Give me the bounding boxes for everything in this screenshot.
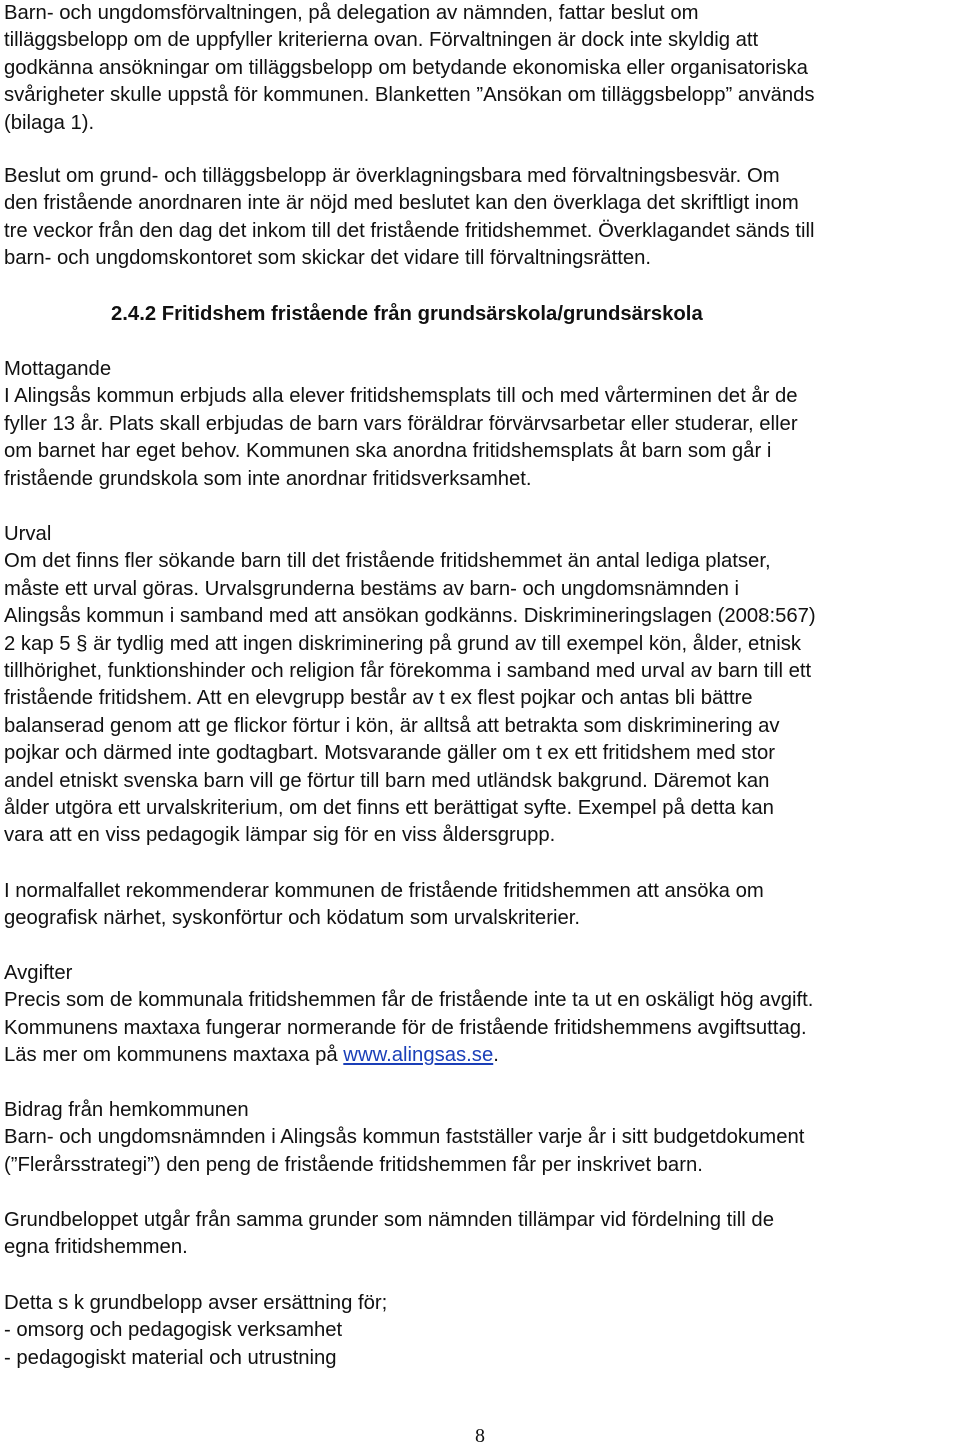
list-item: - pedagogiskt material och utrustning — [4, 1346, 337, 1369]
text-line: den fristående anordnaren inte är nöjd med beslutet kan den överklaga det skriftligt inom — [4, 192, 799, 215]
text-line: Alingsås kommun i samband med att ansökan godkänns. Diskrimineringslagen (2008:567) — [4, 605, 816, 628]
subsection-title: Mottagande — [4, 358, 112, 380]
text-line: (”Flerårsstrategi”) den peng de fristående fritidshemmen får per inskrivet barn. — [4, 1153, 703, 1176]
subsection-title: Avgifter — [4, 962, 73, 984]
list-item: - omsorg och pedagogisk verksamhet — [4, 1319, 343, 1342]
section-mottagande — [4, 356, 956, 493]
subsection-title: Urval — [4, 523, 52, 545]
text-line: egna fritidshemmen. — [4, 1236, 188, 1259]
text-line: Barn- och ungdomsförvaltningen, på delegation av nämnden, fattar beslut om — [4, 2, 699, 24]
text-line: ålder utgöra ett urvalskriterium, om det finns ett berättigat syfte. Exempel på detta kan — [4, 796, 774, 819]
text-line: måste ett urval göras. Urvalsgrunderna bestäms av barn- och ungdomsnämnden i — [4, 577, 740, 600]
text-line: Precis som de kommunala fritidshemmen får de fristående inte ta ut en oskäligt hög avgift. — [4, 989, 814, 1012]
text-line: (bilaga 1). — [4, 111, 95, 134]
text-line: andel etniskt svenska barn vill ge förtur till barn med utländsk bakgrund. Däremot kan — [4, 769, 770, 792]
text-line: Barn- och ungdomsnämnden i Alingsås kommun fastställer varje år i sitt budgetdokument — [4, 1126, 805, 1149]
text-line: I Alingsås kommun erbjuds alla elever fritidshemsplats till och med vårterminen det år de — [4, 385, 798, 408]
text-line: fyller 13 år. Plats skall erbjudas de barn vars föräldrar förvärvsarbetar eller studerar, eller — [4, 412, 798, 435]
paragraph-tillaggsbelopp-decision — [4, 0, 956, 137]
text-line: tre veckor från den dag det inkom till det fristående fritidshemmet. Överklagandet sänds till — [4, 219, 815, 242]
section-heading: 2.4.2 Fritidshem fristående från grundsärskola/grundsärskola — [111, 303, 703, 325]
text-line: I normalfallet rekommenderar kommunen de fristående fritidshemmen att ansöka om — [4, 880, 764, 902]
text-line: 2 kap 5 § är tydlig med att ingen diskriminering på grund av till exempel kön, ålder, etnisk — [4, 632, 802, 655]
text-line: pojkar och därmed inte godtagbart. Motsvarande gäller om t ex ett fritidshem med stor — [4, 742, 776, 765]
text-line: barn- och ungdomskontoret som skickar det vidare till förvaltningsrätten. — [4, 247, 652, 270]
text-line: tilläggsbelopp om de uppfyller kriterierna ovan. Förvaltningen är dock inte skyldig att — [4, 29, 759, 52]
subsection-title: Bidrag från hemkommunen — [4, 1099, 249, 1121]
text-line: Kommunens maxtaxa fungerar normerande för de fristående fritidshemmens avgiftsuttag. — [4, 1016, 807, 1039]
text-line: geografisk närhet, syskonförtur och ködatum som urvalskriterier. — [4, 907, 581, 930]
text-line: vara att en viss pedagogik lämpar sig för en viss åldersgrupp. — [4, 824, 556, 847]
text-line: balanserad genom att ge flickor förtur i kön, är alltså att betrakta som diskriminering av — [4, 714, 780, 737]
text-line-with-link — [4, 1042, 956, 1069]
text-line — [4, 850, 956, 877]
text-line: Grundbeloppet utgår från samma grunder som nämnden tillämpar vid fördelning till de — [4, 1209, 774, 1231]
link-suffix: . — [493, 1044, 499, 1067]
text-line: godkänna ansökningar om tilläggsbelopp om betydande ekonomiska eller organisatoriska — [4, 56, 808, 79]
text-line: fristående grundskola som inte anordnar fritidsverksamhet. — [4, 467, 532, 490]
paragraph-normalfallet — [4, 878, 956, 933]
text-line: fristående fritidshem. Att en elevgrupp består av t ex flest pojkar och antas bli bättre — [4, 687, 753, 710]
paragraph-ersattning — [4, 1290, 956, 1372]
section-urval — [4, 521, 956, 877]
section-bidrag — [4, 1097, 956, 1179]
section-avgifter — [4, 960, 956, 1070]
text-line: svårigheter skulle uppstå för kommunen. Blanketten ”Ansökan om tilläggsbelopp” används — [4, 84, 815, 107]
text-line: tillhörighet, funktionshinder och religion får förekomma i samband med urval av barn till ett — [4, 659, 812, 682]
text-line: Beslut om grund- och tilläggsbelopp är överklagningsbara med förvaltningsbesvär. Om — [4, 165, 780, 187]
paragraph-overklagande — [4, 163, 956, 273]
link-prefix: Läs mer om kommunens maxtaxa på — [4, 1044, 344, 1067]
paragraph-grundbelopp — [4, 1207, 956, 1262]
alingsas-link[interactable]: www.alingsas.se — [343, 1044, 494, 1067]
text-line: om barnet har eget behov. Kommunen ska anordna fritidshemsplats åt barn som går i — [4, 440, 772, 463]
text-line: Detta s k grundbelopp avser ersättning för; — [4, 1292, 388, 1314]
text-line: Om det finns fler sökande barn till det fristående fritidshemmet än antal lediga platser, — [4, 550, 771, 573]
page-number: 8 — [475, 1425, 485, 1447]
